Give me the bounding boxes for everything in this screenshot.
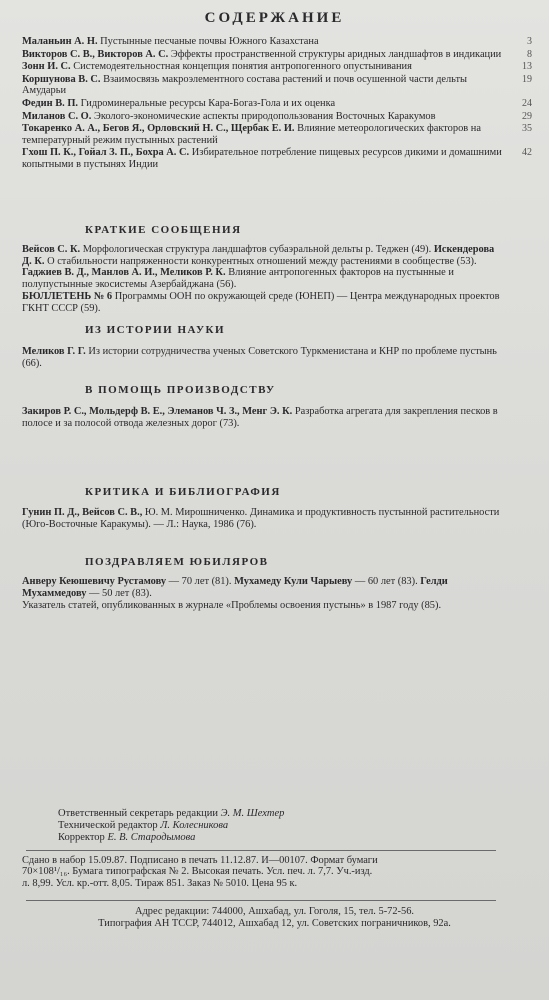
list-item	[22, 147, 532, 170]
entry-title: Морфологическая структура ландшафтов субаэральной дельты р. Теджен (49).	[82, 244, 432, 255]
entry-title: Эффекты пространственной структуры аридных ландшафтов в индикации	[170, 48, 502, 60]
list-item	[22, 123, 532, 146]
divider	[26, 850, 496, 851]
entry-page: 42	[522, 147, 532, 159]
entry-title: Ю. М. Мирошниченко. Динамика и продуктивность пустынной растительности (Юго-Восточные Каракумы). — Л.: Наука, 1986 (76).	[22, 507, 500, 530]
list-item	[22, 97, 532, 110]
entry-title: Разработка агрегата для закрепления песков в полосе и за полосой отвода железных дорог (73).	[22, 406, 498, 429]
entry-author: Коршунова В. С.	[22, 73, 101, 85]
production-section	[22, 406, 522, 430]
entry-page: 19	[522, 73, 532, 85]
entry-author: Вейсов С. К.	[22, 244, 81, 255]
entry-author: Маланьин А. Н.	[22, 36, 98, 47]
entry-author: Гунин П. Д., Вейсов С. В.,	[22, 507, 143, 518]
contents-list	[22, 36, 532, 172]
entry-author: Меликов Г. Г.	[22, 346, 86, 357]
entry-page: 24	[522, 97, 532, 109]
staff-credits	[58, 808, 284, 844]
section-heading-history: ИЗ ИСТОРИИ НАУКИ	[85, 324, 226, 336]
list-item	[22, 61, 532, 73]
short-communications	[22, 244, 522, 316]
jubilee-name: Гелди Мухаммедову	[22, 576, 448, 599]
list-item	[22, 291, 522, 314]
list-item	[22, 600, 522, 612]
entry-title: Влияние антропогенных факторов на пустынные и полупустынные экосистемы Азербайджана (56).	[22, 267, 454, 290]
list-item	[22, 244, 522, 290]
imprint-line: 70×108¹/₁₆. Бумага типографская № 2. Высокая печать. Усл. печ. л. 7,7. Уч.-изд.	[22, 866, 373, 878]
entry-title: Системодеятельностная концепция понятия антропогенного опустынивания	[73, 61, 412, 73]
entry-title: Избирательное потребление пищевых ресурсов дикими и домашними копытными в пустынях Индии	[22, 147, 502, 170]
printing-address: Типография АН ТССР, 744012, Ашхабад 12, ул. Советских пограничников, 92а.	[98, 918, 451, 929]
entry-title: О стабильности напряженности конкурентных отношений между растениями в сообществе (53).	[47, 255, 477, 267]
jubilee-age: — 70 лет (81).	[168, 576, 232, 587]
entry-author: Зонн И. С.	[22, 61, 71, 73]
entry-author: БЮЛЛЕТЕНЬ № 6	[22, 291, 113, 303]
entry-title: Из истории сотрудничества ученых Советского Туркменистана и КНР по проблеме пустынь (66).	[22, 346, 497, 369]
annual-index: Указатель статей, опубликованных в журнале «Проблемы освоения пустынь» в 1987 году (85).	[22, 600, 442, 612]
jubilee-name: Анверу Кеюшевичу Рустамову	[22, 576, 167, 587]
entry-author: Миланов С. О.	[22, 110, 92, 122]
list-item	[22, 73, 532, 97]
imprint-block	[22, 855, 527, 889]
page-title: СОДЕРЖАНИЕ	[204, 10, 345, 26]
entry-title: Взаимосвязь макроэлементного состава растений и почв осушенной части дельты Амударьи	[22, 73, 468, 97]
entry-title: Влияние метеорологических факторов на температурный режим пустынных растений	[22, 123, 481, 146]
tech-editor-name: Л. Колесникова	[160, 820, 229, 831]
address-block	[22, 906, 527, 930]
section-heading-short: КРАТКИЕ СООБЩЕНИЯ	[85, 224, 242, 236]
list-item	[22, 406, 522, 429]
entry-page: 35	[522, 123, 532, 135]
critique-section	[22, 507, 522, 531]
list-item	[22, 576, 522, 599]
jubilee-section	[22, 576, 522, 613]
list-item	[22, 346, 522, 369]
entry-title: Гидроминеральные ресурсы Кара-Богаз-Гола и их оценка	[80, 97, 336, 109]
list-item	[22, 110, 532, 123]
entry-author: Токаренко А. А., Бегов Я., Орловский Н. С., Щербак Е. И.	[22, 123, 295, 135]
entry-page: 13	[522, 61, 532, 73]
entry-author: Викторов С. В., Викторов А. С.	[22, 48, 169, 60]
jubilee-age: — 60 лет (83).	[354, 576, 418, 587]
entry-author: Закиров Р. С., Мольдерф В. Е., Элеманов Ч. З., Менг Э. К.	[22, 406, 293, 417]
editorial-address: Адрес редакции: 744000, Ашхабад, ул. Гоголя, 15, тел. 5-72-56.	[134, 906, 414, 917]
section-heading-critique: КРИТИКА И БИБЛИОГРАФИЯ	[85, 486, 281, 498]
entry-author: Искендерова Д. К.	[22, 244, 495, 267]
corrector-name: Е. В. Стародымова	[107, 832, 196, 843]
corrector-label: Корректор	[58, 832, 105, 843]
entry-author: Федин В. П.	[22, 97, 79, 109]
secretary-name: Э. М. Шехтер	[220, 808, 285, 819]
tech-editor-label: Технической редактор	[58, 820, 158, 831]
section-heading-production: В ПОМОЩЬ ПРОИЗВОДСТВУ	[85, 384, 276, 396]
history-section	[22, 346, 522, 370]
list-item	[22, 36, 532, 48]
list-item	[22, 48, 532, 61]
entry-page: 8	[527, 48, 532, 60]
jubilee-age: — 50 лет (83).	[89, 587, 152, 599]
secretary-label: Ответственный секретарь редакции	[58, 808, 219, 819]
entry-author: Гхош П. К., Гойал З. П., Бохра А. С.	[22, 147, 190, 159]
section-heading-jubilee: ПОЗДРАВЛЯЕМ ЮБИЛЯРОВ	[85, 556, 269, 568]
entry-title: Эколого-экономические аспекты природопользования Восточных Каракумов	[93, 110, 436, 122]
jubilee-name: Мухамеду Кули Чарыеву	[234, 576, 353, 587]
entry-author: Гаджиев В. Д., Манлов А. И., Меликов Р. К.	[22, 267, 226, 279]
imprint-line: л. 8,99. Усл. кр.-отт. 8,05. Тираж 851. Заказ № 5010. Цена 95 к.	[22, 877, 298, 889]
entry-title: Пустынные песчаные почвы Южного Казахстана	[100, 36, 319, 47]
entry-page: 29	[522, 110, 532, 122]
entry-page: 3	[527, 36, 532, 47]
entry-title: Программы ООН по окружающей среде (ЮНЕП) — Центра международных проектов ГКНТ СССР (59).	[22, 291, 500, 314]
imprint-line: Сдано в набор 15.09.87. Подписано в печать 11.12.87. И—00107. Формат бумаги	[22, 855, 378, 866]
list-item	[22, 507, 522, 530]
divider	[26, 900, 496, 901]
